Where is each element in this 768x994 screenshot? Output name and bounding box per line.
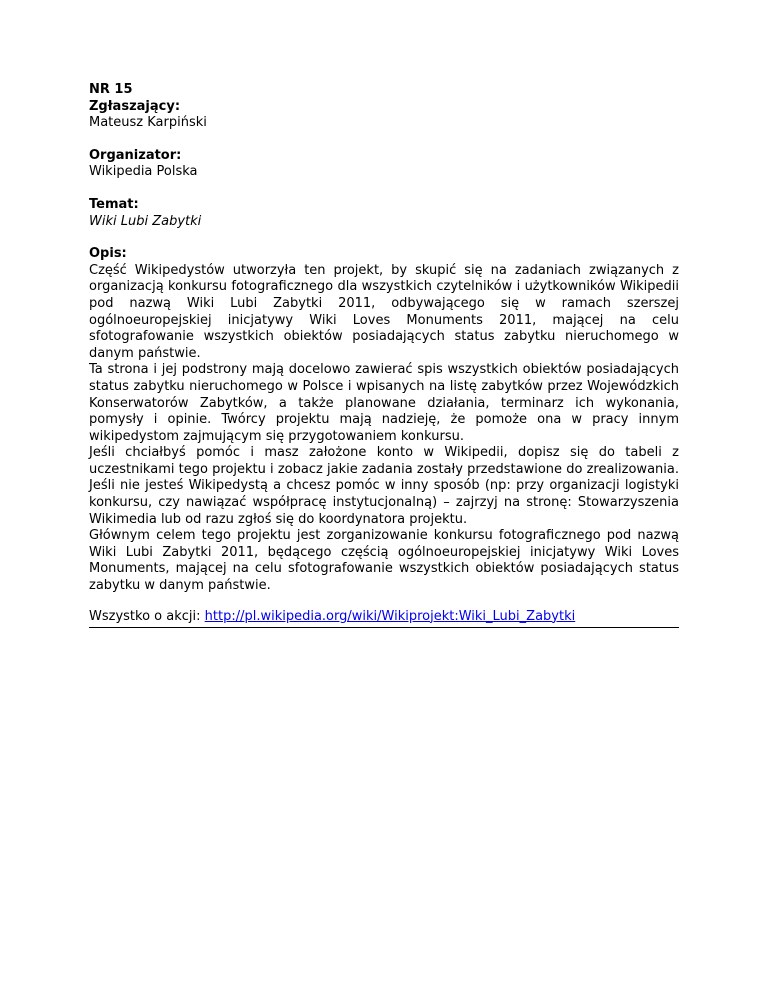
- description-block: [89, 246, 679, 594]
- organizer-block: [89, 148, 679, 181]
- topic-label: Temat:: [89, 196, 139, 212]
- submitter-label: Zgłaszający:: [89, 98, 181, 114]
- document-number: NR 15: [89, 82, 133, 97]
- footer-prefix: Wszystko o akcji:: [89, 608, 205, 624]
- description-label: Opis:: [89, 246, 127, 262]
- footer-line: [89, 609, 679, 629]
- header-block: [89, 82, 679, 132]
- topic-block: [89, 197, 679, 230]
- topic-value: Wiki Lubi Zabytki: [89, 213, 202, 229]
- description-paragraph-1: Część Wikipedystów utworzyła ten projekt, by skupić się na zadaniach związanych z organizacją konkursu fotograficznego dla wszystkich czytelników i użytkowników Wikipedii pod nazwą Wiki Lubi Zabytki 2011, odbywającego się w ramach szerszej ogólnoeuropejskiej inicjatywy Wiki Loves Monuments 2011, mającej na celu sfotografowanie wszystkich obiektów posiadających status zabytku nieruchomego w danym państwie.: [89, 262, 679, 361]
- document-page: [89, 82, 679, 628]
- organizer-label: Organizator:: [89, 147, 182, 163]
- organizer-name: Wikipedia Polska: [89, 164, 198, 180]
- description-paragraph-4: Głównym celem tego projektu jest zorganizowanie konkursu fotograficznego pod nazwą Wiki Lubi Zabytki 2011, będącego częścią ogólnoeuropejskiej inicjatywy Wiki Loves Monuments, mającej na celu sfotografowanie wszystkich obiektów posiadających status zabytku w danym państwie.: [89, 528, 679, 594]
- submitter-name: Mateusz Karpiński: [89, 115, 207, 131]
- description-paragraph-2: Ta strona i jej podstrony mają docelowo zawierać spis wszystkich obiektów posiadających status zabytku nieruchomego w Polsce i wpisanych na listę zabytków przez Wojewódzkich Konserwatorów Zabytków, a także planowane działania, terminarz ich wykonania, pomysły i opinie. Twórcy projektu mają nadzieję, że pomoże ona w pracy innym wikipedystom zajmującym się przygotowaniem konkursu.: [89, 362, 679, 444]
- description-paragraph-3: Jeśli chciałbyś pomóc i masz założone konto w Wikipedii, dopisz się do tabeli z uczestnikami tego projektu i zobacz jakie zadania zostały przedstawione do zrealizowania. Jeśli nie jesteś Wikipedystą a chcesz pomóc w inny sposób (np: przy organizacji logistyki konkursu, czy nawiązać współpracę instytucjonalną) – zajrzyj na stronę: Stowarzyszenia Wikimedia lub od razu zgłoś się do koordynatora projektu.: [89, 445, 679, 527]
- project-link[interactable]: http://pl.wikipedia.org/wiki/Wikiprojekt:Wiki_Lubi_Zabytki: [204, 608, 576, 624]
